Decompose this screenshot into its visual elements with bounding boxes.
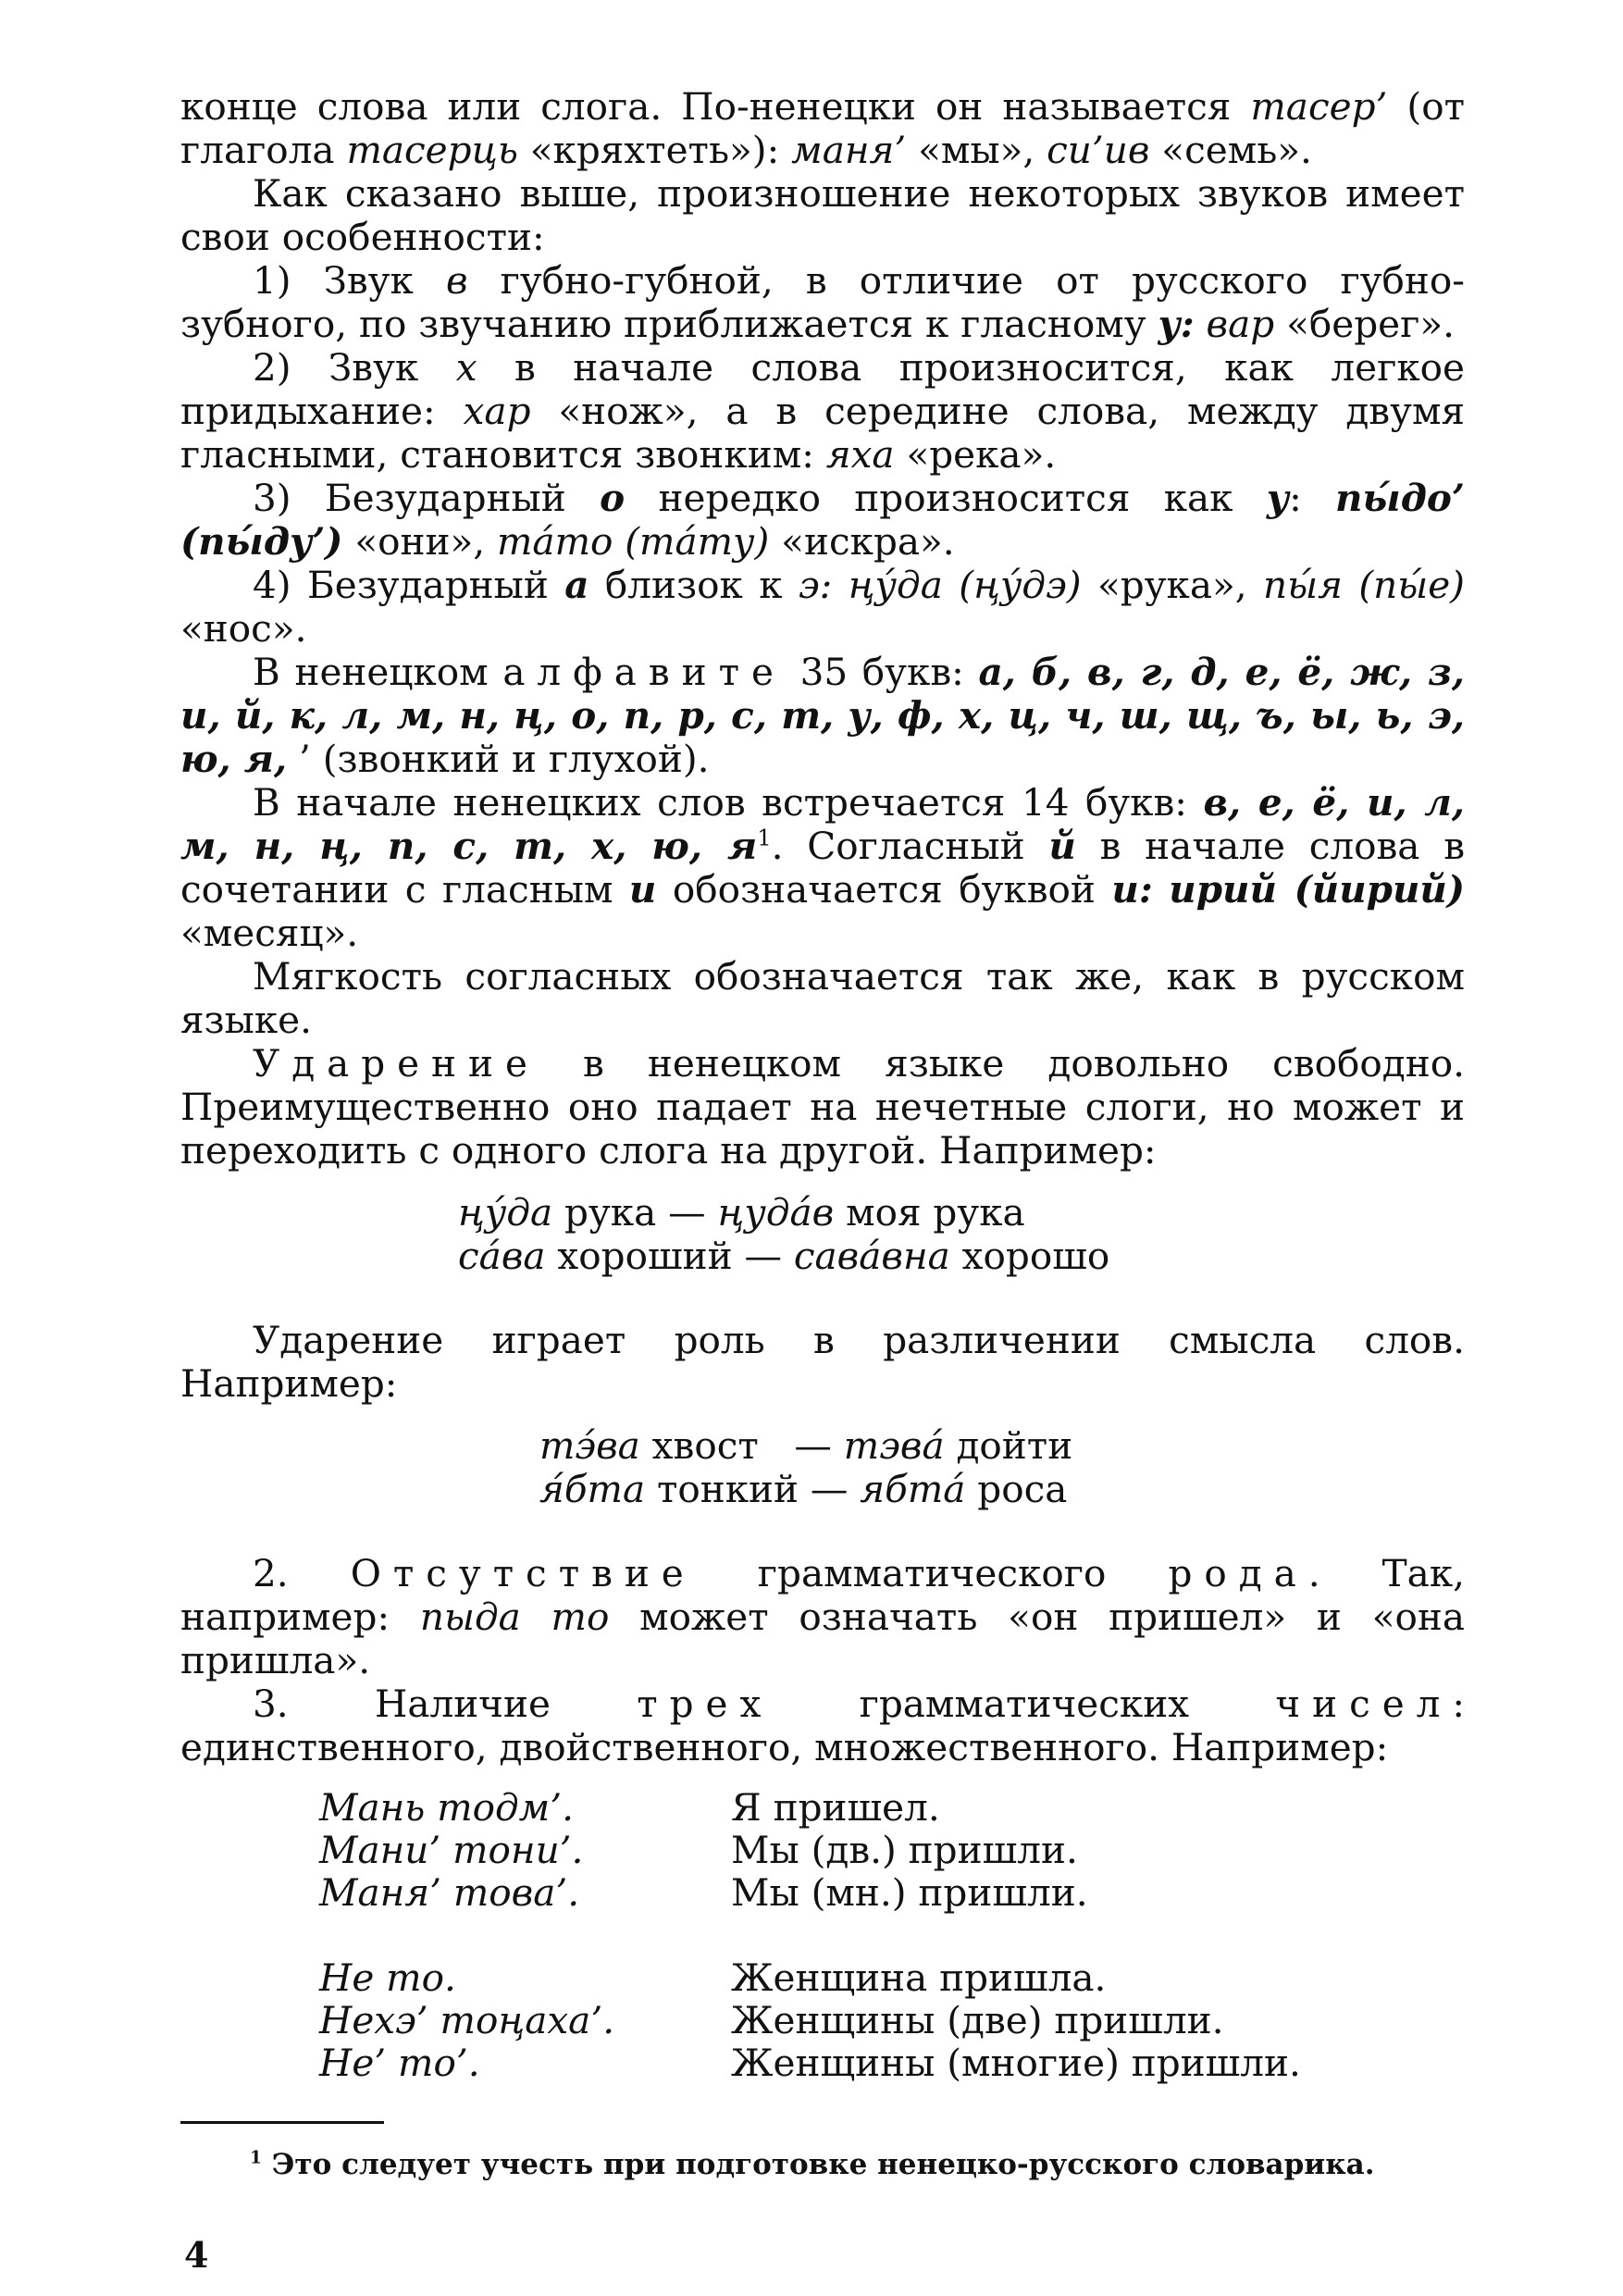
paragraph-7-alphabet: В ненецком алфавите 35 букв: а, б, в, г, д, е, ё, ж, з, и, й, к, л, м, н, ң, о, п, р, с, т, у, ф, х, ц, ч, ш, щ, ъ, ы, ь, э, ю, я, ’ (звонкий и глухой). (180, 650, 1465, 781)
footnote-divider (180, 2121, 384, 2124)
footnote-ref: 1 (757, 824, 772, 851)
example-line: ңу́да рука — ңуда́в моя рука (458, 1190, 1025, 1235)
paragraph-5: 3) Безударный о нередко произносится как у: пы́до’ (пы́ду’) «они», та́то (та́ту) «искра». (180, 476, 1465, 564)
table-row: Не то. Женщина пришла. (319, 1955, 1107, 2000)
stress-examples-2 (539, 1424, 1465, 1511)
example-line: са́ва хороший — сава́вна хорошо (458, 1234, 1110, 1278)
main-text (180, 85, 1465, 2084)
paragraph-4: 2) Звук х в начале слова произносится, как легкое придыхание: хар «нож», а в середине слова, между двумя гласными, становится звонким: яха «река». (180, 345, 1465, 477)
paragraph-9: Мягкость согласных обозначается так же, как в русском языке. (180, 954, 1465, 1042)
example-line: тэ́ва хвост — тэва́ дойти (539, 1423, 1073, 1468)
paragraph-1: конце слова или слога. По-ненецки он называется тасер’ (от глагола тасерць «кряхтеть»): маня’ «мы», си’ив «семь». (180, 84, 1465, 172)
table-row: Мань тодм’. Я пришел. (319, 1785, 940, 1830)
paragraph-10: Ударение в ненецком языке довольно свободно. Преимущественно оно падает на нечетные слоги, но может и переходить с одного слога на другой. Например: (180, 1041, 1465, 1173)
paragraph-12: 2. Отсутствие грамматического рода. Так, например: пыда то может означать «он пришел» и «она пришла». (180, 1551, 1466, 1682)
example-line: я́бта тонкий — ябта́ роса (539, 1467, 1068, 1511)
footnote-marker: 1 (250, 2148, 262, 2168)
table-row: Маня’ това’. Мы (мн.) пришли. (319, 1870, 1088, 1915)
stress-examples-1 (458, 1191, 1465, 1278)
paragraph-8: В начале ненецких слов встречается 14 букв: в, е, ё, и, л, м, н, ң, п, с, т, х, ю, $я^1$. Согласный й в начале слова в сочетании с гласным и обозначается буквой и: ирий (йирий) «месяц». (180, 780, 1466, 955)
paragraph-6: 4) Безударный а близок к э: ңу́да (ңу́дэ) «рука», пы́я (пы́е) «нос». (180, 563, 1465, 651)
table-row: Нехэ’ тоңаха’. Женщины (две) пришли. (319, 1998, 1224, 2042)
table-row: Мани’ тони’. Мы (дв.) пришли. (319, 1828, 1078, 1872)
page-number: 4 (184, 2234, 209, 2276)
number-examples-table (319, 1786, 1301, 2084)
paragraph-3: 1) Звук в губно-губной, в отличие от русского губно-зубного, по звучанию приближается к гласному у: вар «берег». (180, 258, 1465, 346)
paragraph-11: Ударение играет роль в различении смысла слов. Например: (180, 1318, 1465, 1406)
paragraph-13: 3. Наличие трех грамматических чисел: единственного, двойственного, множественного. Например: (180, 1682, 1465, 1769)
footnote: $^1$ Это следует учесть при подготовке ненецко-русского словарика. (250, 2148, 1375, 2181)
paragraph-2: Как сказано выше, произношение некоторых звуков имеет свои особенности: (180, 171, 1465, 259)
table-row: Не’ то’. Женщины (многие) пришли. (319, 2041, 1301, 2085)
